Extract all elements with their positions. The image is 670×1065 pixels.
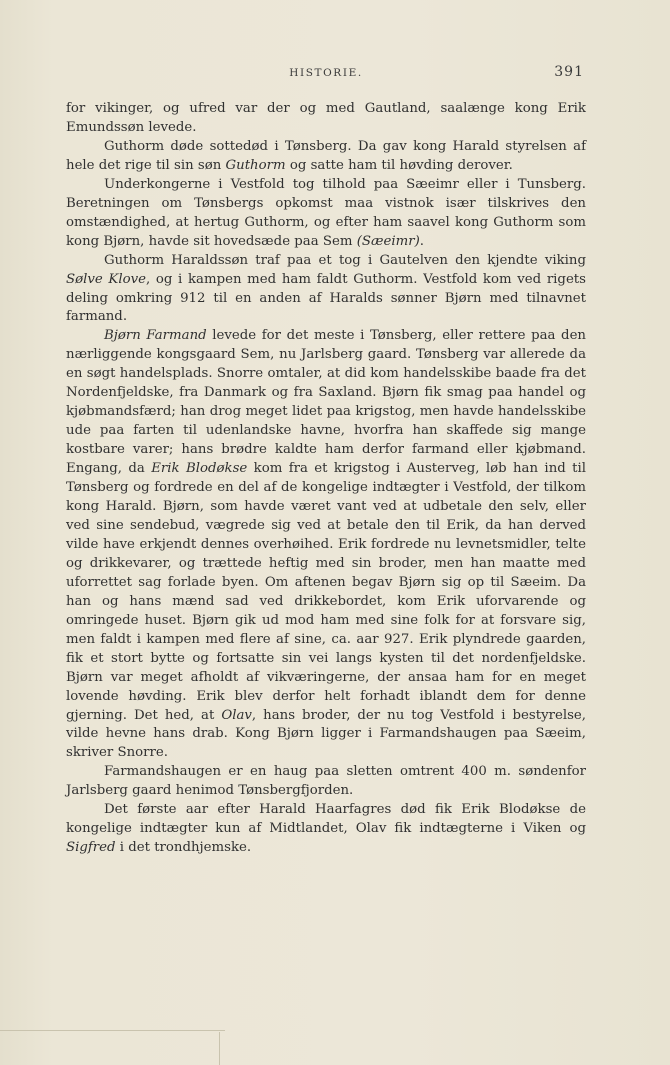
- italic-name: Sigfred: [66, 840, 116, 856]
- paragraph: [66, 252, 586, 328]
- text-run: kom fra et krigstog i Austerveg, løb han ind til Tønsberg og fordrede en del af de kongelige indtægter i Vestfold, der tilkom kong Harald. Bjørn, som havde været vant ved at udbetale den selv, eller ved sine sendebud, vægrede sig ved at betale den til Erik, da han derved vilde have erkjendt dennes overhøihed. Erik fordrede nu levnetsmidler, telte og drikkevarer, og trættede heftig med sin broder, men han maatte med uforrettet sag forlade byen. Om aftenen begav Bjørn sig op til Sæeim. Da han og hans mænd sad ved drikkebordet, kom Erik uforvarende og omringede huset. Bjørn gik ud mod ham med sine folk for at forsvare sig, men faldt i kampen med flere af sine, ca. aar 927. Erik plyndrede gaarden, fik et stort bytte og fortsatte sin vei langs kysten til det nordenfjeldske. Bjørn var meget afholdt af vikværingerne, der ansaa ham for en meget lovende høvding. Erik blev derfor helt forhadt iblandt dem for denne gjerning. Det hed, at: [66, 461, 586, 723]
- italic-name: Olav: [221, 707, 252, 723]
- text-run-italic: [104, 328, 207, 343]
- text-run: Guthorm døde sottedød i Tønsberg. Da gav kong Harald styrelsen af hele det rige til sin søn: [66, 138, 586, 173]
- chapter-title: HISTORIE.: [289, 67, 363, 79]
- text-run: levede for det meste i Tønsberg, eller rettere paa den nærliggende kongsgaard Sem, nu Jarlsberg gaard. Tønsberg var allerede da en søgt handelsplads. Snorre omtaler, at did kom handelsskibe baade fra det Nordenfjeldske, fra Danmark og fra Saxland. Bjørn fik smag paa handel og kjøbmandsfærd; han drog meget lidet paa krigstog, men havde handelsskibe ude paa farten til udenlandske havne, hvorfra han skaffede sig mange kostbare varer; hans brødre kaldte ham derfor farmand eller kjøbmand. Engang, da: [66, 328, 586, 477]
- text-run-italic: [66, 840, 116, 855]
- text-run: Underkongerne i Vestfold tog tilhold paa Sæeimr eller i Tunsberg. Beretningen om Tønsbergs opkomst maa vistnok især tilskrives den omstændighed, at hertug Guthorm, og efter ham saavel kong Guthorm som kong Bjørn, havde sit hovedsæde paa Sem: [66, 176, 586, 249]
- text-run: , hans broder, der nu tog Vestfold i bestyrelse, vilde hevne hans drab. Kong Bjørn ligger i Farmandshaugen paa Sæeim, skriver Snorre.: [66, 707, 587, 761]
- paragraph: [66, 138, 586, 176]
- paragraph: [66, 801, 586, 858]
- italic-name: (Sæeimr): [356, 233, 420, 249]
- paragraph: [66, 100, 586, 138]
- text-run-italic: [226, 158, 286, 173]
- page-number: 391: [554, 64, 584, 80]
- text-run-italic: [221, 708, 252, 723]
- paragraph: [66, 763, 586, 801]
- text-run: Guthorm Haraldssøn traf paa et tog i Gautelven den kjendte viking: [104, 252, 586, 268]
- text-run: , og i kampen med ham faldt Guthorm. Vestfold kom ved rigets deling omkring 912 til en anden af Haralds sønner Bjørn med tilnavnet farmand.: [66, 271, 586, 325]
- italic-name: Sølve Klove: [66, 271, 146, 287]
- running-head: [66, 64, 586, 84]
- text-run: Farmandshaugen er en haug paa sletten omtrent 400 m. søndenfor Jarlsberg gaard henimod Tønsbergfjorden.: [66, 764, 586, 799]
- text-run: Det første aar efter Harald Haarfagres død fik Erik Blodøkse de kongelige indtægter kun af Midtlandet, Olav fik indtægterne i Viken og: [66, 802, 586, 837]
- paragraph: [66, 327, 586, 763]
- text-run: for vikinger, og ufred var der og med Gautland, saalænge kong Erik Emundssøn levede.: [66, 101, 586, 135]
- italic-name: Guthorm: [225, 157, 286, 173]
- scan-edge-line: [0, 1030, 225, 1031]
- text-run-italic: [66, 272, 146, 287]
- italic-name: Bjørn Farmand: [104, 328, 207, 344]
- text-run-italic: [151, 461, 247, 476]
- body-text: [66, 100, 586, 858]
- text-run: og satte ham til høvding derover.: [285, 157, 513, 173]
- text-run: .: [419, 233, 425, 249]
- text-run: i det trondhjemske.: [115, 840, 252, 856]
- text-run-italic: [357, 234, 420, 249]
- paragraph: [66, 176, 586, 252]
- scan-edge-line: [219, 1032, 220, 1065]
- italic-name: Erik Blodøkse: [151, 461, 248, 477]
